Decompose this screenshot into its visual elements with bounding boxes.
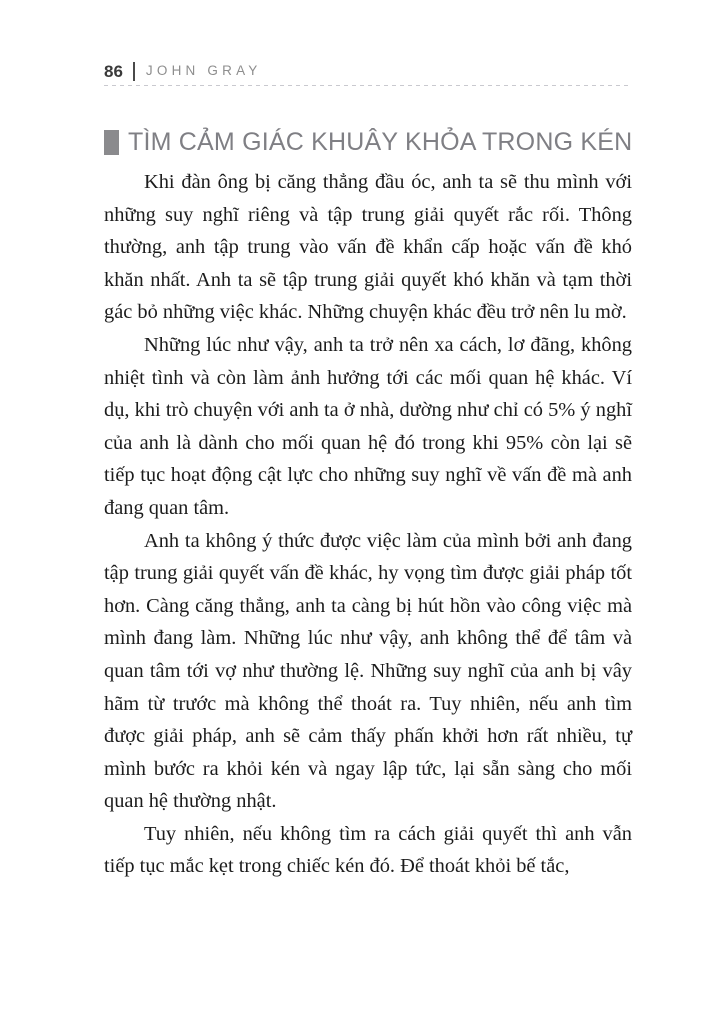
header-divider-icon — [133, 62, 135, 81]
paragraph: Những lúc như vậy, anh ta trở nên xa cách, lơ đãng, không nhiệt tình và còn làm ảnh hưởng tới các mối quan hệ khác. Ví dụ, khi trò chuyện với anh ta ở nhà, dường như chỉ có 5% ý nghĩ của anh là dành cho mối quan hệ đó trong khi 95% còn lại sẽ tiếp tục hoạt động cật lực cho những suy nghĩ về vấn đề mà anh đang quan tâm. — [104, 333, 632, 519]
section-title-text: TÌM CẢM GIÁC KHUÂY KHỎA TRONG KÉN — [128, 128, 633, 156]
body-text — [104, 166, 632, 883]
running-header — [104, 56, 632, 86]
header-dashed-rule — [104, 85, 631, 86]
section-heading — [104, 129, 634, 157]
paragraph: Anh ta không ý thức được việc làm của mình bởi anh đang tập trung giải quyết vấn đề khác, hy vọng tìm được giải pháp tốt hơn. Càng căng thẳng, anh ta càng bị hút hồn vào công việc mà mình đang làm. Những lúc như vậy, anh không thể để tâm và quan tâm tới vợ như thường lệ. Những suy nghĩ của anh bị vây hãm từ trước mà không thể thoát ra. Tuy nhiên, nếu anh tìm được giải pháp, anh sẽ cảm thấy phấn khởi hơn rất nhiều, tự mình bước ra khỏi kén và ngay lập tức, lại sẵn sàng cho mối quan hệ thường nhật. — [104, 529, 632, 813]
square-marker-icon — [104, 130, 119, 155]
page-number: 86 — [104, 61, 123, 81]
paragraph: Tuy nhiên, nếu không tìm ra cách giải quyết thì anh vẫn tiếp tục mắc kẹt trong chiếc kén đó. Để thoát khỏi bế tắc, — [104, 822, 632, 878]
author-name: JOHN GRAY — [145, 63, 262, 79]
paragraph: Khi đàn ông bị căng thẳng đầu óc, anh ta sẽ thu mình với những suy nghĩ riêng và tập trung giải quyết rắc rối. Thông thường, anh tập trung vào vấn đề khẩn cấp hoặc vấn đề khó khăn nhất. Anh ta sẽ tập trung giải quyết khó khăn và tạm thời gác bỏ những việc khác. Những chuyện khác đều trở nên lu mờ. — [104, 171, 632, 324]
